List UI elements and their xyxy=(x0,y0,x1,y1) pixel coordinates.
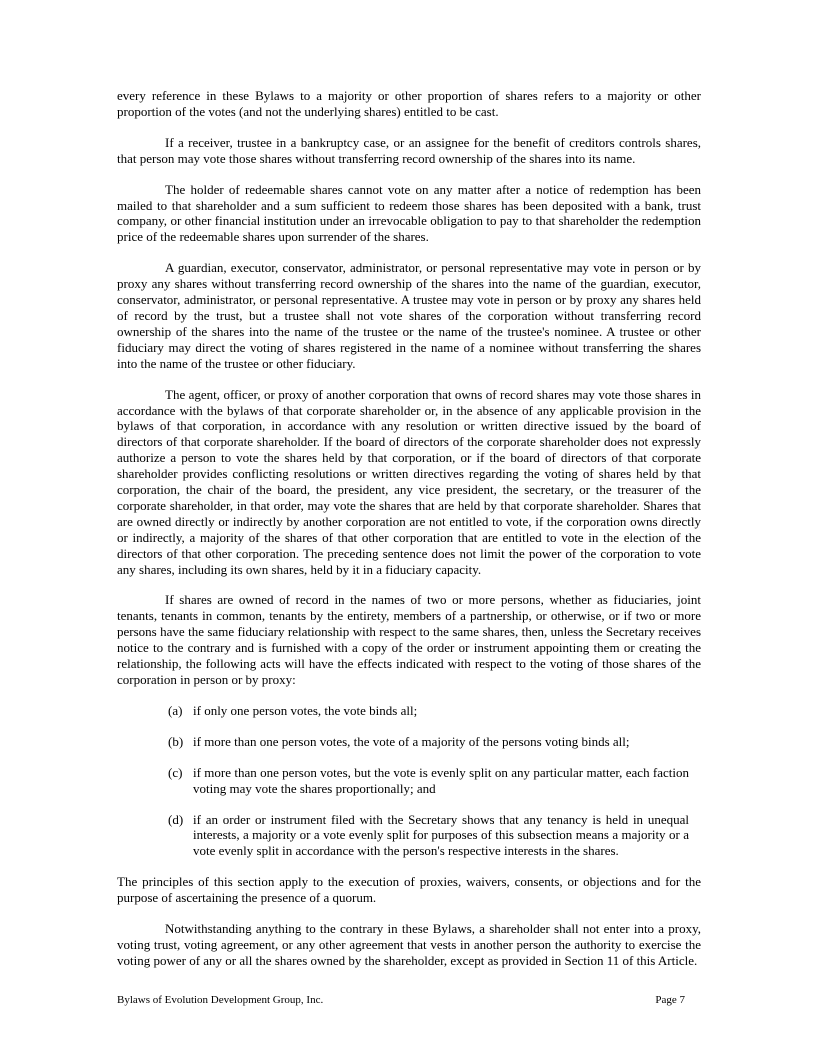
list-item-marker: (c) xyxy=(168,764,183,780)
paragraph-receiver-trustee: If a receiver, trustee in a bankruptcy case, or an assignee for the benefit of creditors controls shares, that person may vote those shares without transferring record ownership of the shares into its name. xyxy=(117,134,701,166)
list-item-marker: (a) xyxy=(168,702,183,718)
footer-page-number: Page 7 xyxy=(655,994,685,1006)
list-item-marker: (b) xyxy=(168,733,184,749)
list-item-text: if more than one person votes, but the vote is evenly split on any particular matter, each faction voting may vote the shares proportionally; and xyxy=(193,764,689,796)
lettered-list xyxy=(168,703,701,859)
paragraph-redeemable-shares: The holder of redeemable shares cannot vote on any matter after a notice of redemption has been mailed to that shareholder and a sum sufficient to redeem those shares has been deposited with a bank, trust company, or other financial institution under an irrevocable obligation to pay to that shareholder the redemption price of the redeemable shares upon surrender of the shares. xyxy=(117,181,701,245)
list-item-a xyxy=(168,703,701,719)
paragraph-notwithstanding: Notwithstanding anything to the contrary in these Bylaws, a shareholder shall not enter into a proxy, voting trust, voting agreement, or any other agreement that vests in another person the authority to exercise the voting power of any or all the shares owned by the shareholder, except as provided in Section 11 of this Article. xyxy=(117,921,701,968)
paragraph-joint-ownership: If shares are owned of record in the names of two or more persons, whether as fiduciaries, joint tenants, tenants in common, tenants by the entirety, members of a partnership, or otherwise, or if two or more persons have the same fiduciary relationship with respect to the same shares, then, unless the Secretary receives notice to the contrary and is furnished with a copy of the order or instrument appointing them or creating the relationship, the following acts will have the effects indicated with respect to the voting of those shares of the corporation in person or by proxy: xyxy=(117,592,701,687)
list-item-b xyxy=(168,734,701,750)
paragraph-guardian-executor: A guardian, executor, conservator, administrator, or personal representative may vote in person or by proxy any shares without transferring record ownership of the shares into the name of the guardian, executor, conservator, administrator, or personal representative. A trustee may vote in person or by proxy any shares held of record by the trust, but a trustee shall not vote shares of the corporation without transferring record ownership of the shares into the name of the trustee or the name of the trustee's nominee. A trustee or other fiduciary may direct the voting of shares registered in the name of a nominee without transferring the shares into the name of the trustee or other fiduciary. xyxy=(117,260,701,371)
list-item-c xyxy=(168,765,701,797)
list-item-d xyxy=(168,812,701,860)
paragraph-continuation: every reference in these Bylaws to a majority or other proportion of shares refers to a majority or other proportion of the votes (and not the underlying shares) entitled to be cast. xyxy=(117,88,701,119)
paragraph-principles: The principles of this section apply to the execution of proxies, waivers, consents, or objections and for the purpose of ascertaining the presence of a quorum. xyxy=(117,874,701,906)
page-footer xyxy=(117,994,701,1007)
footer-document-title: Bylaws of Evolution Development Group, Inc. xyxy=(117,994,324,1006)
document-body xyxy=(117,88,701,984)
list-item-marker: (d) xyxy=(168,811,184,827)
paragraph-corporate-shareholder: The agent, officer, or proxy of another corporation that owns of record shares may vote those shares in accordance with the bylaws of that corporate shareholder or, in the absence of any applicable provision in the bylaws of that corporation, in accordance with any resolution or written directive issued by the board of directors of that corporate shareholder. If the board of directors of the corporate shareholder does not expressly authorize a person to vote the shares held by that corporation, or if the board of directors of that corporate shareholder provides conflicting resolutions or written directives regarding the voting of shares held by that corporation, the chair of the board, the president, any vice president, the secretary, or the treasurer of the corporate shareholder, in that order, may vote the shares that are held by that corporate shareholder. Shares that are owned directly or indirectly by another corporation are not entitled to vote, if the corporation owns directly or indirectly, a majority of the shares of that other corporation that are entitled to vote in the election of the directors of that other corporation. The preceding sentence does not limit the power of the corporation to vote any shares, including its own shares, held by it in a fiduciary capacity. xyxy=(117,386,701,577)
list-item-text: if more than one person votes, the vote of a majority of the persons voting binds all; xyxy=(193,733,630,749)
list-item-text: if an order or instrument filed with the Secretary shows that any tenancy is held in unequal interests, a majority or a vote evenly split for purposes of this subsection means a majority or a vote evenly split in accordance with the person's respective interests in the shares. xyxy=(193,811,689,859)
list-item-text: if only one person votes, the vote binds all; xyxy=(193,702,418,718)
